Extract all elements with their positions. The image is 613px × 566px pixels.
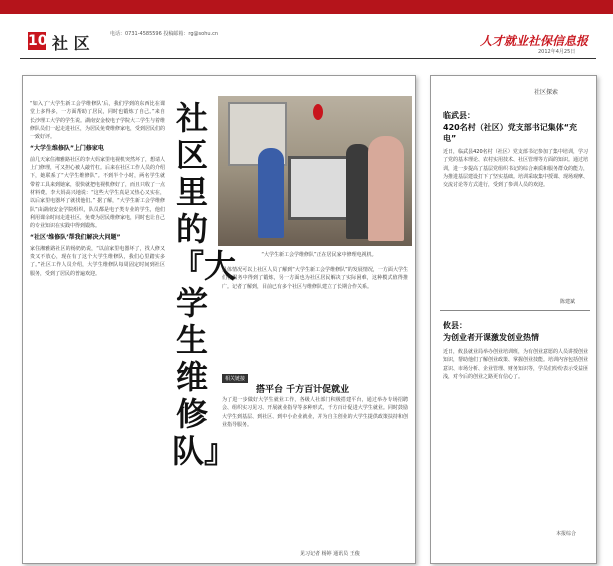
related-box-title: 搭平台 千方百计促就业 [256, 385, 350, 395]
header-rule [20, 58, 596, 59]
related-box-text: 为了进一步做好大学生就业工作，各级人社部门积极搭建平台，通过举办专场招聘会、组织实习见习、开展就业指导等多种形式，千方百计促进大学生就业。同时鼓励大学生到基层、到社区、到中小企业就业，并为自主创业的大学生提供政策扶持和创业指导服务。 [222, 397, 408, 428]
article-intro: “如入了‘大学生新工会学维修队’后，我们学到的东西比在课堂上多得多，一方面帮助了居民，同时也锻炼了自己。”来自长沙理工大学的学生说。湖南安金校电子学院大二学生与着维修队员们一起走进社区，为居民免费维修家电，受到居民们的一致好评。 [30, 101, 165, 141]
article-para-3: 家住湘雅路社区的杨奶奶说，“以前家里电器坏了，找人修又贵又不放心，现在有了这个大学生维修队，我们心里踏实多了。”社区工作人员介绍，大学生维修队每周固定时间到社区服务，受到了居民的普遍欢迎。 [30, 245, 165, 277]
article2-location: 攸县： [443, 321, 467, 330]
column-divider [440, 310, 590, 311]
page-section-name: 社 区 [52, 34, 90, 53]
article1-text: 近日，临武县420名村（社区）党支部书记参加了集中培训，学习了党的基本理论、农村实用技术、社区管理等方面的知识。通过培训，进一步提高了基层党组织书记的综合素质和服务群众的能力，为推进基层建设打下了坚实基础。培训采取集中授课、现场观摩、交流讨论等方式进行，受到了参训人员的欢迎。 [443, 149, 588, 189]
section-tag: 社区探索 [534, 89, 559, 96]
article2-title: 为创业者开课激发创业热情 [443, 333, 539, 342]
issue-date: 2012年4月25日 [538, 49, 576, 55]
article1-location: 临武县： [443, 111, 475, 120]
article2-text: 近日，攸县就业局举办创业培训班，为有创业意愿的人员讲授创业知识，帮助他们了解创业政策、掌握创业技能。培训内容包括创业意识、市场分析、企业管理、财务知识等，学员们纷纷表示受益匪浅，对今后的创业之路更有信心了。 [443, 349, 588, 380]
contact-info: 电话：0731-4585596 投稿邮箱：rg@sohu.cn [110, 31, 219, 37]
newspaper-masthead: 人才就业社保信息报 [480, 34, 589, 48]
article-para-2: 据了解，“大学生新工会学维修队”由湖南安金学院组织，队员都是电子类专业的学生，他们利用课余时间走进社区，免费为居民维修家电，同时也让自己的专业知识在实践中得到锻炼。 [30, 198, 165, 230]
main-headline: 社区里的『大学生维修队』 [172, 99, 237, 470]
article-subhead-1: “大学生维修队”上门修家电 [30, 145, 104, 153]
article1-title: 420名村（社区）党支部书记集体“充电” [443, 123, 577, 143]
article2-author: 本报综合 [556, 531, 577, 537]
top-color-band [0, 0, 613, 14]
main-article-left-text [30, 100, 165, 555]
article-byline: 见习记者 杨婷 通讯员 王俊 [300, 551, 360, 557]
page-number: 10 [28, 33, 48, 49]
article1-author: 陈建斌 [560, 299, 576, 305]
article-subhead-2: “社区‘维修队’帮我们解决大问题” [30, 234, 121, 242]
article-para-1: 前几天家住湘雅路社区的李大妈家里电视机突然坏了，想请人上门修理，可又担心被人敲竹杠。后来在社区工作人员的介绍下，她联系了“大学生维修队”。不到半个小时，两名学生就带着工具来到她家，很快就把电视机修好了，而且只收了一点材料费。李大妈高兴地说：“这些大学生真是又热心又实在，以后家里电器坏了就找他们。” [30, 156, 165, 205]
photo-caption: “大学生新工会学维修队”正在居民家中修理电视机。 [261, 252, 377, 258]
page-header [20, 28, 596, 58]
related-link-label: 相关链接 [222, 374, 248, 383]
news-photo [218, 96, 412, 246]
main-article-mid-text: 具体情况可以上社区人员了解到“大学生新工会学维修队”的发展情况，一方面大学生们在服务中得到了锻炼，另一方面也为社区居民解决了实际困难，这种模式值得推广。记者了解到，目前已有多个社区与维修队建立了长期合作关系。 [222, 267, 408, 290]
